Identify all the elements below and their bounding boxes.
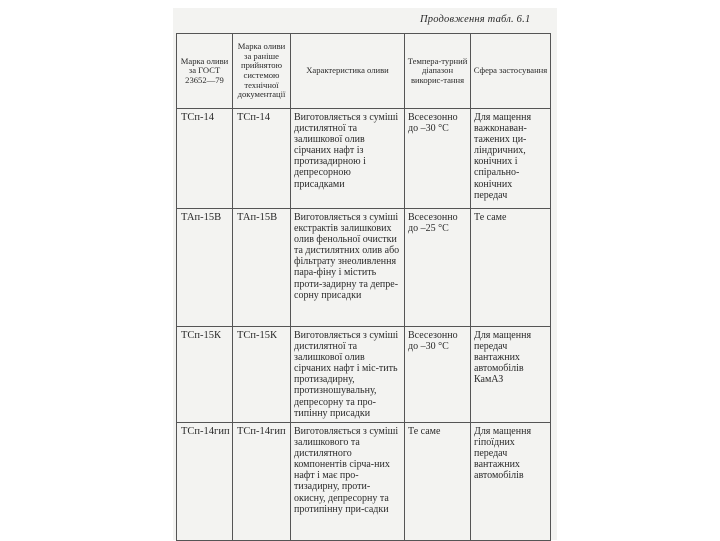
cell-application: Те саме xyxy=(471,209,551,327)
cell-old-grade: ТАп-15В xyxy=(233,209,291,327)
table-row xyxy=(177,423,551,541)
cell-application: Для мащення передач вантажних автомобілів КамАЗ xyxy=(471,327,551,423)
table-header-row xyxy=(177,34,551,109)
cell-temperature: Те саме xyxy=(405,423,471,541)
cell-description: Виготовляється з суміші екстрактів залишкових олив фенольної очистки та дистилятних олив або фільтрату знеоливлення пара-фіну і містить проти-задирну та депре-сорну присадки xyxy=(291,209,405,327)
cell-temperature: Всесезонно до –30 °С xyxy=(405,109,471,209)
cell-gost-grade: ТСп-14гип xyxy=(177,423,233,541)
cell-old-grade: ТСп-14гип xyxy=(233,423,291,541)
table-continuation-caption: Продовження табл. 6.1 xyxy=(420,14,531,25)
table-row xyxy=(177,209,551,327)
cell-application: Для мащення важконаван-тажених ци-ліндричних, конічних і спірально-конічних передач xyxy=(471,109,551,209)
table-row xyxy=(177,109,551,209)
cell-gost-grade: ТСп-15К xyxy=(177,327,233,423)
cell-gost-grade: ТСп-14 xyxy=(177,109,233,209)
cell-temperature: Всесезонно до –30 °С xyxy=(405,327,471,423)
header-characteristics: Характеристика оливи xyxy=(291,34,405,109)
header-temperature-range: Темпера-турний діапазон викорис-тання xyxy=(405,34,471,109)
cell-old-grade: ТСп-14 xyxy=(233,109,291,209)
cell-description: Виготовляється з суміші дистилятної та залишкової олив сірчаних нафт і міс-тить протизадирну, протизношувальну, депресорну та про-типінну присадки xyxy=(291,327,405,423)
cell-gost-grade: ТАп-15В xyxy=(177,209,233,327)
header-old-grade: Марка оливи за раніше прийнятою системою технічної документації xyxy=(233,34,291,109)
cell-temperature: Всесезонно до –25 °С xyxy=(405,209,471,327)
table-row xyxy=(177,327,551,423)
cell-description: Виготовляється з суміші залишкового та дистилятного компонентів сірча-них нафт і має про-тизадирну, проти-окисну, депресорну та протипінну при-садки xyxy=(291,423,405,541)
cell-application: Для мащення гіпоїдних передач вантажних автомобілів xyxy=(471,423,551,541)
cell-old-grade: ТСп-15К xyxy=(233,327,291,423)
header-gost-grade: Марка оливи за ГОСТ 23652—79 xyxy=(177,34,233,109)
header-application: Сфера застосування xyxy=(471,34,551,109)
cell-description: Виготовляється з суміші дистилятної та залишкової олив сірчаних нафт із протизадирною і депресорною присадками xyxy=(291,109,405,209)
oil-specification-table xyxy=(176,33,551,541)
